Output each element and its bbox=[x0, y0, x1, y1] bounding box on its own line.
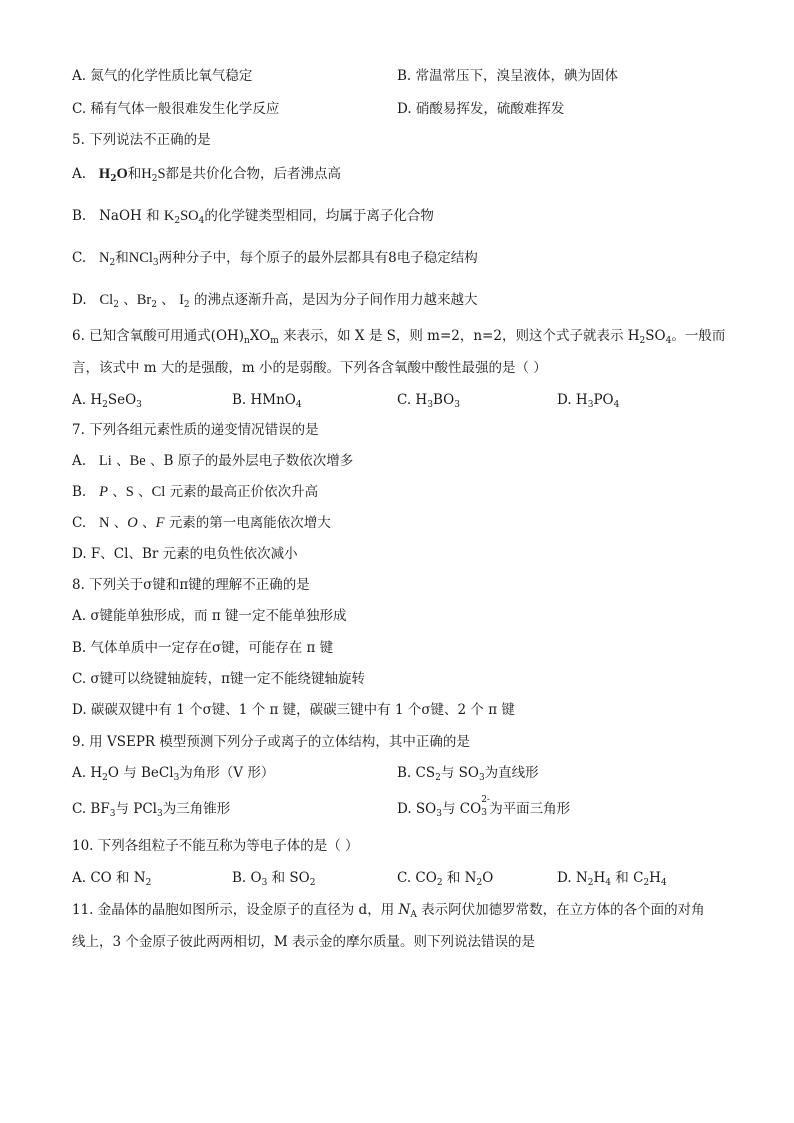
q7-option-b: B. P 、S 、Cl 元素的最高正价依次升高 bbox=[72, 484, 319, 500]
q9-option-a: A. $H_2O$ 与 BeCl$_3$为角形（V 形） bbox=[72, 765, 275, 783]
q8-option-d: D. 碳碳双键中有 1 个σ键、1 个 π 键，碳碳三键中有 1 个σ键、2 个 π 键 bbox=[72, 702, 515, 718]
q10-option-a: A. CO 和 $N_2$ bbox=[72, 870, 152, 888]
q4-option-d: D. 硝酸易挥发，硫酸难挥发 bbox=[397, 101, 565, 117]
q10-option-c: C. $CO_2$ 和 $N_2O$ bbox=[397, 870, 494, 888]
q10-option-d: D. $N_2H_4$ 和 $C_2H_4$ bbox=[557, 870, 667, 888]
q6-stem-line2: 言，该式中 m 大的是强酸，m 小的是弱酸。下列各含氧酸中酸性最强的是（ ） bbox=[72, 360, 547, 376]
q10-stem: 10. 下列各组粒子不能互称为等电子体的是（ ） bbox=[72, 838, 359, 854]
q5-option-b: B. NaOH 和 $K_2SO_4$的化学键类型相同，均属于离子化合物 bbox=[72, 208, 434, 226]
q5-option-c: C. $N_2$和NCl$_3$两种分子中，每个原子的最外层都具有8电子稳定结构 bbox=[72, 250, 478, 268]
q4-option-b: B. 常温常压下，溴呈液体，碘为固体 bbox=[397, 68, 619, 84]
q5-option-a: A. $H_2O$和$H_2S$都是共价化合物，后者沸点高 bbox=[72, 166, 342, 184]
q6-option-c: C. $H_3BO_3$ bbox=[397, 392, 460, 410]
q8-option-a: A. σ键能单独形成，而 π 键一定不能单独形成 bbox=[72, 608, 347, 624]
q6-option-a: A. $H_2SeO_3$ bbox=[72, 392, 142, 410]
q6-stem-line1: 6. 已知含氧酸可用通式$(OH)_nXO_m$ 来表示，如 X 是 S，则 m=2，n=2，则这个式子就表示 $H_2SO_4$。一般而 bbox=[72, 328, 726, 346]
q7-option-a: A. Li 、Be 、B 原子的最外层电子数依次增多 bbox=[72, 453, 354, 469]
q10-option-b: B. $O_3$ 和 $SO_2$ bbox=[232, 870, 316, 888]
q7-option-d: D. F、Cl、Br 元素的电负性依次减小 bbox=[72, 546, 298, 562]
q5-option-d: D. $Cl_2$ 、$Br_2$ 、 $I_2$ 的沸点逐渐升高，是因为分子间作用力越来越大 bbox=[72, 292, 478, 310]
q7-option-c: C. N 、O 、F 元素的第一电离能依次增大 bbox=[72, 515, 331, 531]
q9-stem: 9. 用 VSEPR 模型预测下列分子或离子的立体结构，其中正确的是 bbox=[72, 734, 470, 750]
q9-option-d: D. $SO_3$与 CO 2- 3 为平面三角形 bbox=[397, 795, 571, 819]
q11-stem-line1: 11. 金晶体的晶胞如图所示，设金原子的直径为 d，用 $N_A$ 表示阿伏加德罗常数，在立方体的各个面的对角 bbox=[72, 902, 705, 920]
q8-stem: 8. 下列关于σ键和π键的理解不正确的是 bbox=[72, 577, 310, 593]
q6-option-b: B. HMnO$_4$ bbox=[232, 392, 302, 410]
q11-stem-line2: 线上，3 个金原子彼此两两相切，M 表示金的摩尔质量。则下列说法错误的是 bbox=[72, 934, 535, 950]
q5-stem: 5. 下列说法不正确的是 bbox=[72, 132, 211, 148]
q8-option-b: B. 气体单质中一定存在σ键，可能存在 π 键 bbox=[72, 640, 334, 656]
q7-stem: 7. 下列各组元素性质的递变情况错误的是 bbox=[72, 422, 319, 438]
q9-option-b: B. $CS_2$与 $SO_3$为直线形 bbox=[397, 765, 539, 783]
q8-option-c: C. σ键可以绕键轴旋转，π键一定不能绕键轴旋转 bbox=[72, 671, 366, 687]
q4-option-a: A. 氮气的化学性质比氧气稳定 bbox=[72, 68, 253, 84]
q9-option-c: C. $BF_3$与 PCl$_3$为三角锥形 bbox=[72, 801, 231, 819]
q6-option-d: D. $H_3PO_4$ bbox=[557, 392, 620, 410]
q4-option-c: C. 稀有气体一般很难发生化学反应 bbox=[72, 101, 280, 117]
